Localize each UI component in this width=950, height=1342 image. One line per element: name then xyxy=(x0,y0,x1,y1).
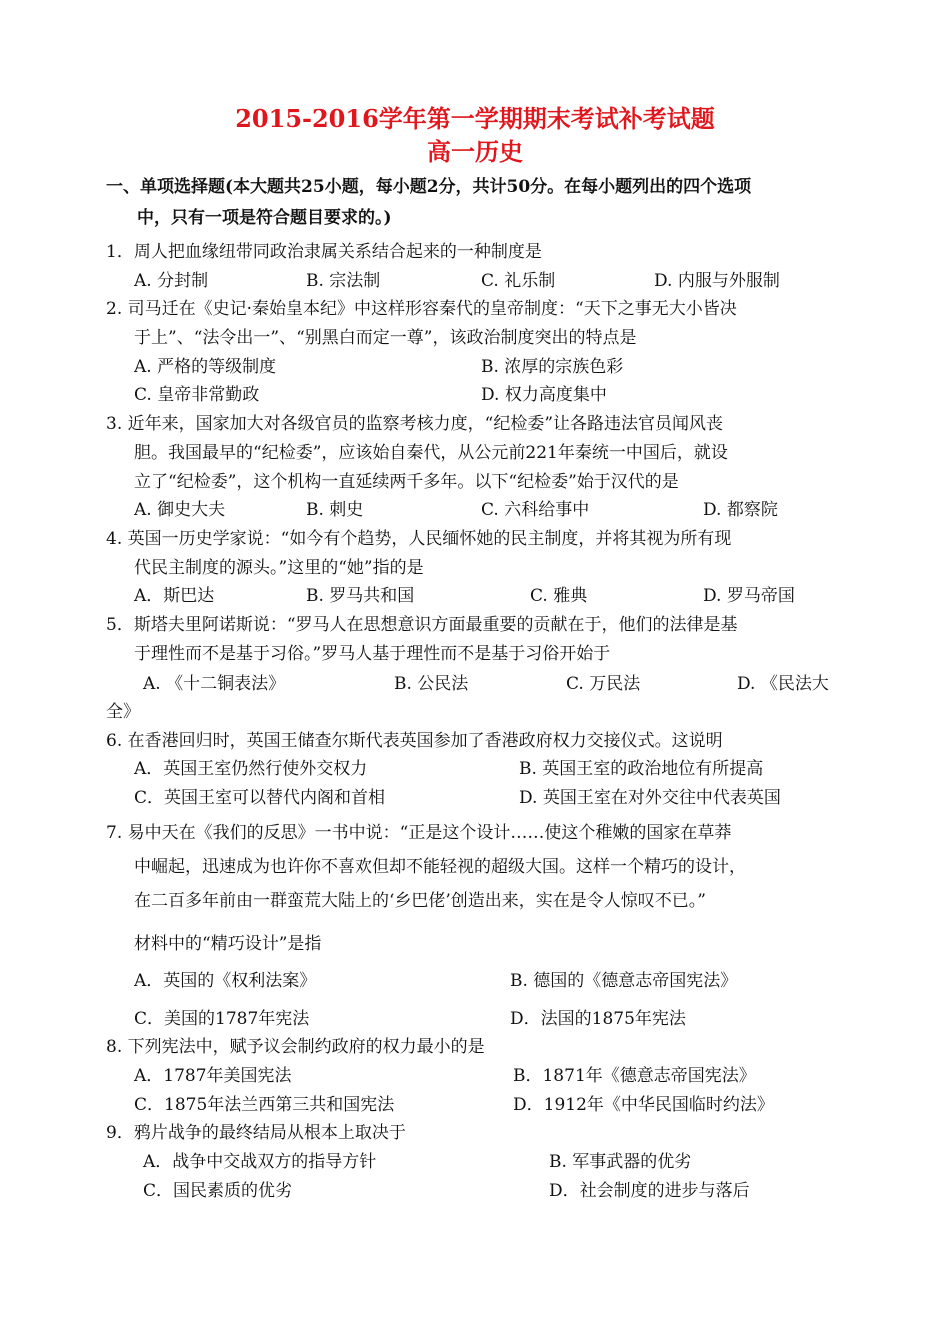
section-heading-cont: 中，只有一项是符合题目要求的。) xyxy=(137,208,392,228)
section-heading: 一、单项选择题(本大题共25小题，每小题2分，共计50分。在每小题列出的四个选项 xyxy=(106,177,752,197)
question-5-option-d-cont: 全》 xyxy=(106,702,140,722)
question-3-option-c: C. 六科给事中 xyxy=(481,500,590,520)
question-3-option-a: A. 御史大夫 xyxy=(134,500,226,520)
question-5-option-b: B. 公民法 xyxy=(394,674,469,694)
question-2-option-a: A. 严格的等级制度 xyxy=(134,357,277,377)
question-7-option-c: C．美国的1787年宪法 xyxy=(134,1009,310,1029)
question-6-option-b: B. 英国王室的政治地位有所提高 xyxy=(519,759,764,779)
question-4-option-d: D. 罗马帝国 xyxy=(703,586,795,606)
question-2-stem: 2. 司马迁在《史记·秦始皇本纪》中这样形容秦代的皇帝制度：“天下之事无大小皆决 xyxy=(106,299,737,319)
question-5-stem-cont: 于理性而不是基于习俗。”罗马人基于理性而不是基于习俗开始于 xyxy=(134,644,611,664)
question-1-option-a: A. 分封制 xyxy=(134,271,209,291)
exam-subtitle: 高一历史 xyxy=(427,137,523,166)
question-1-option-d: D. 内服与外服制 xyxy=(654,271,780,291)
question-2-option-b: B. 浓厚的宗族色彩 xyxy=(481,357,624,377)
question-5-option-c: C. 万民法 xyxy=(566,674,641,694)
question-7-option-d: D．法国的1875年宪法 xyxy=(510,1009,686,1029)
question-9-option-a: A．战争中交战双方的指导方针 xyxy=(143,1152,377,1172)
question-2-stem-cont: 于上”、“法令出一”、“别黑白而定一尊”，该政治制度突出的特点是 xyxy=(134,328,637,348)
question-4-option-b: B. 罗马共和国 xyxy=(306,586,415,606)
question-9-option-b: B. 军事武器的优劣 xyxy=(549,1152,692,1172)
question-5-stem: 5．斯塔夫里阿诺斯说：“罗马人在思想意识方面最重要的贡献在于，他们的法律是基 xyxy=(106,615,738,635)
question-4-stem: 4. 英国一历史学家说：“如今有个趋势，人民缅怀她的民主制度，并将其视为所有现 xyxy=(106,529,732,549)
question-8-option-b: B．1871年《德意志帝国宪法》 xyxy=(513,1066,756,1086)
question-1-option-c: C. 礼乐制 xyxy=(481,271,556,291)
question-9-option-c: C．国民素质的优劣 xyxy=(143,1181,293,1201)
question-7-stem-cont: 中崛起，迅速成为也许你不喜欢但却不能轻视的超级大国。这样一个精巧的设计， xyxy=(134,857,746,877)
question-4-option-a: A．斯巴达 xyxy=(134,586,215,606)
question-7-stem-cont: 材料中的“精巧设计”是指 xyxy=(134,934,322,954)
question-7-stem: 7. 易中天在《我们的反思》一书中说：“正是这个设计……使这个稚嫩的国家在草莽 xyxy=(106,823,732,843)
question-3-stem: 3. 近年来，国家加大对各级官员的监察考核力度，“纪检委”让各路违法官员闻风丧 xyxy=(106,414,724,434)
question-3-option-d: D. 都察院 xyxy=(703,500,778,520)
question-3-stem-cont: 立了“纪检委”，这个机构一直延续两千多年。以下“纪检委”始于汉代的是 xyxy=(134,472,679,492)
question-3-option-b: B. 刺史 xyxy=(306,500,364,520)
question-6-option-a: A．英国王室仍然行使外交权力 xyxy=(134,759,368,779)
question-8-option-d: D．1912年《中华民国临时约法》 xyxy=(513,1095,774,1115)
question-9-stem: 9．鸦片战争的最终结局从根本上取决于 xyxy=(106,1123,406,1143)
question-1-option-b: B. 宗法制 xyxy=(306,271,381,291)
question-6-option-c: C．英国王室可以替代内阁和首相 xyxy=(134,788,386,808)
question-7-option-a: A．英国的《权利法案》 xyxy=(134,971,317,991)
exam-title: 2015-2016学年第一学期期末考试补考试题 xyxy=(235,104,715,133)
question-6-stem: 6. 在香港回归时，英国王储查尔斯代表英国参加了香港政府权力交接仪式。这说明 xyxy=(106,731,723,751)
question-9-option-d: D．社会制度的进步与落后 xyxy=(549,1181,750,1201)
question-7-stem-cont: 在二百多年前由一群蛮荒大陆上的‘乡巴佬’创造出来，实在是令人惊叹不已。” xyxy=(134,891,706,911)
question-4-option-c: C. 雅典 xyxy=(530,586,588,606)
question-2-option-d: D. 权力高度集中 xyxy=(481,385,607,405)
question-3-stem-cont: 胆。我国最早的“纪检委”，应该始自秦代，从公元前221年秦统一中国后，就设 xyxy=(134,443,728,463)
question-6-option-d: D. 英国王室在对外交往中代表英国 xyxy=(519,788,781,808)
question-8-option-a: A．1787年美国宪法 xyxy=(134,1066,292,1086)
question-5-option-d: D. 《民法大 xyxy=(737,674,829,694)
question-1-stem: 1．周人把血缘纽带同政治隶属关系结合起来的一种制度是 xyxy=(106,242,542,262)
question-8-option-c: C．1875年法兰西第三共和国宪法 xyxy=(134,1095,395,1115)
question-2-option-c: C. 皇帝非常勤政 xyxy=(134,385,260,405)
question-8-stem: 8. 下列宪法中，赋予议会制约政府的权力最小的是 xyxy=(106,1037,485,1057)
question-4-stem-cont: 代民主制度的源头。”这里的“她”指的是 xyxy=(134,558,424,578)
question-7-option-b: B. 德国的《德意志帝国宪法》 xyxy=(510,971,738,991)
question-5-option-a: A. 《十二铜表法》 xyxy=(143,674,286,694)
